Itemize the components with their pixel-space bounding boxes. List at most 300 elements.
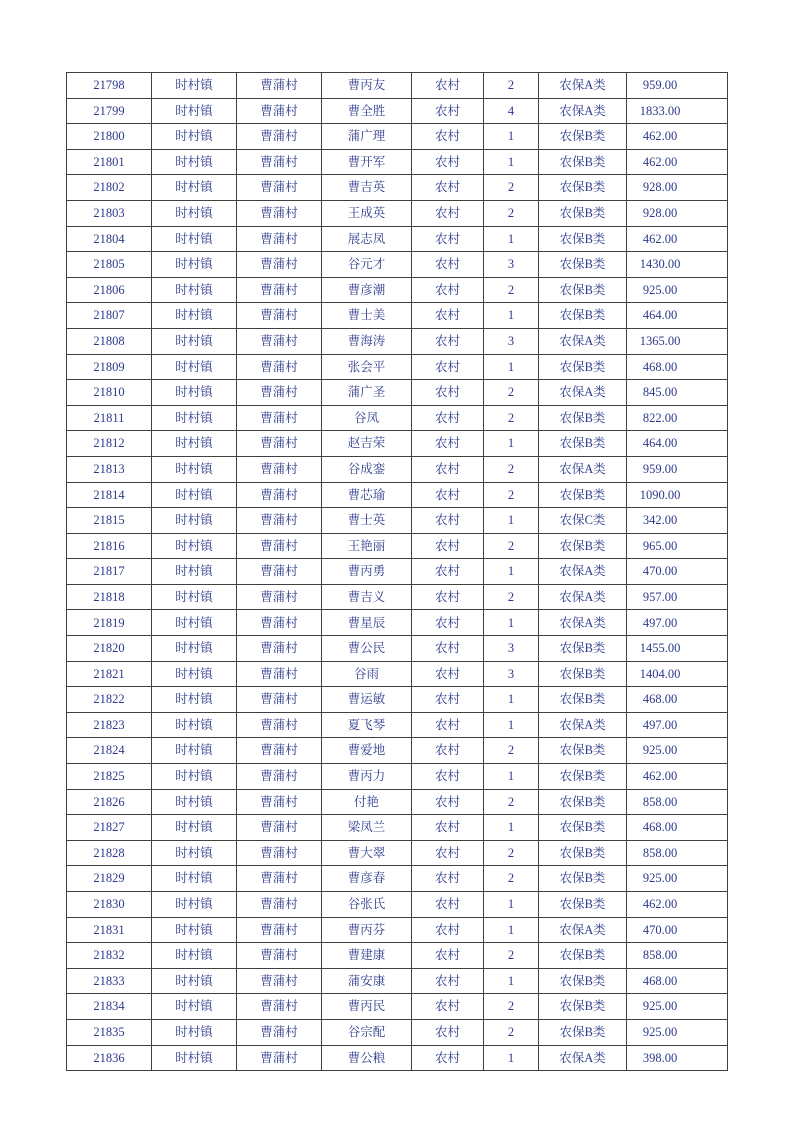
table-cell-person: 曹彦潮 bbox=[322, 277, 412, 303]
table-cell-residence: 农村 bbox=[412, 661, 484, 687]
table-cell-count: 1 bbox=[484, 968, 539, 994]
table-cell-town: 时村镇 bbox=[152, 328, 237, 354]
table-cell-amount: 822.00 bbox=[627, 405, 728, 431]
table-cell-category: 农保B类 bbox=[539, 431, 627, 457]
table-cell-person: 梁凤兰 bbox=[322, 815, 412, 841]
table-cell-person: 谷元才 bbox=[322, 252, 412, 278]
table-cell-id: 21807 bbox=[67, 303, 152, 329]
table-cell-residence: 农村 bbox=[412, 840, 484, 866]
table-cell-count: 3 bbox=[484, 328, 539, 354]
table-row bbox=[67, 175, 728, 201]
table-row bbox=[67, 559, 728, 585]
table-cell-residence: 农村 bbox=[412, 405, 484, 431]
table-cell-amount: 1833.00 bbox=[627, 98, 728, 124]
table-cell-person: 曹丙民 bbox=[322, 994, 412, 1020]
table-cell-village: 曹蒲村 bbox=[237, 636, 322, 662]
table-row bbox=[67, 277, 728, 303]
table-cell-category: 农保B类 bbox=[539, 764, 627, 790]
table-cell-village: 曹蒲村 bbox=[237, 200, 322, 226]
table-row bbox=[67, 661, 728, 687]
table-cell-count: 2 bbox=[484, 789, 539, 815]
table-cell-village: 曹蒲村 bbox=[237, 175, 322, 201]
table-cell-amount: 1430.00 bbox=[627, 252, 728, 278]
table-cell-id: 21815 bbox=[67, 508, 152, 534]
table-cell-amount: 468.00 bbox=[627, 815, 728, 841]
table-cell-village: 曹蒲村 bbox=[237, 866, 322, 892]
table-cell-count: 3 bbox=[484, 252, 539, 278]
table-cell-amount: 470.00 bbox=[627, 559, 728, 585]
table-cell-person: 曹丙勇 bbox=[322, 559, 412, 585]
table-cell-person: 谷凤 bbox=[322, 405, 412, 431]
table-cell-id: 21830 bbox=[67, 892, 152, 918]
table-cell-town: 时村镇 bbox=[152, 968, 237, 994]
table-cell-town: 时村镇 bbox=[152, 892, 237, 918]
table-cell-count: 1 bbox=[484, 917, 539, 943]
table-cell-town: 时村镇 bbox=[152, 917, 237, 943]
table-cell-person: 谷雨 bbox=[322, 661, 412, 687]
table-cell-person: 曹彦春 bbox=[322, 866, 412, 892]
table-row bbox=[67, 508, 728, 534]
table-cell-person: 曹公民 bbox=[322, 636, 412, 662]
table-cell-count: 1 bbox=[484, 815, 539, 841]
table-cell-count: 2 bbox=[484, 200, 539, 226]
table-cell-count: 2 bbox=[484, 405, 539, 431]
table-cell-residence: 农村 bbox=[412, 789, 484, 815]
table-cell-town: 时村镇 bbox=[152, 815, 237, 841]
table-cell-amount: 925.00 bbox=[627, 994, 728, 1020]
table-cell-village: 曹蒲村 bbox=[237, 533, 322, 559]
table-cell-category: 农保B类 bbox=[539, 661, 627, 687]
table-cell-village: 曹蒲村 bbox=[237, 431, 322, 457]
table-cell-residence: 农村 bbox=[412, 252, 484, 278]
table-cell-village: 曹蒲村 bbox=[237, 508, 322, 534]
table-cell-count: 2 bbox=[484, 1019, 539, 1045]
table-cell-id: 21818 bbox=[67, 584, 152, 610]
table-cell-residence: 农村 bbox=[412, 815, 484, 841]
table-cell-id: 21817 bbox=[67, 559, 152, 585]
table-cell-count: 1 bbox=[484, 892, 539, 918]
table-row bbox=[67, 712, 728, 738]
table-cell-town: 时村镇 bbox=[152, 277, 237, 303]
table-cell-town: 时村镇 bbox=[152, 405, 237, 431]
table-cell-village: 曹蒲村 bbox=[237, 380, 322, 406]
table-cell-residence: 农村 bbox=[412, 303, 484, 329]
table-cell-amount: 928.00 bbox=[627, 175, 728, 201]
table-cell-residence: 农村 bbox=[412, 328, 484, 354]
table-cell-id: 21827 bbox=[67, 815, 152, 841]
table-cell-id: 21834 bbox=[67, 994, 152, 1020]
table-cell-village: 曹蒲村 bbox=[237, 968, 322, 994]
table-cell-category: 农保B类 bbox=[539, 892, 627, 918]
table-cell-category: 农保B类 bbox=[539, 943, 627, 969]
table-cell-town: 时村镇 bbox=[152, 380, 237, 406]
table-cell-residence: 农村 bbox=[412, 917, 484, 943]
table-cell-count: 1 bbox=[484, 303, 539, 329]
table-cell-id: 21816 bbox=[67, 533, 152, 559]
table-cell-village: 曹蒲村 bbox=[237, 661, 322, 687]
table-cell-town: 时村镇 bbox=[152, 175, 237, 201]
table-cell-amount: 464.00 bbox=[627, 431, 728, 457]
table-cell-count: 2 bbox=[484, 738, 539, 764]
table-cell-amount: 965.00 bbox=[627, 533, 728, 559]
table-cell-amount: 959.00 bbox=[627, 456, 728, 482]
table-cell-residence: 农村 bbox=[412, 98, 484, 124]
table-cell-village: 曹蒲村 bbox=[237, 149, 322, 175]
table-cell-person: 曹开军 bbox=[322, 149, 412, 175]
table-cell-category: 农保A类 bbox=[539, 98, 627, 124]
table-cell-village: 曹蒲村 bbox=[237, 226, 322, 252]
table-cell-village: 曹蒲村 bbox=[237, 840, 322, 866]
table-cell-person: 曹丙友 bbox=[322, 73, 412, 99]
table-row bbox=[67, 98, 728, 124]
table-cell-id: 21812 bbox=[67, 431, 152, 457]
table-cell-person: 蒲广圣 bbox=[322, 380, 412, 406]
table-cell-category: 农保B类 bbox=[539, 636, 627, 662]
table-cell-amount: 468.00 bbox=[627, 354, 728, 380]
table-cell-town: 时村镇 bbox=[152, 943, 237, 969]
table-cell-village: 曹蒲村 bbox=[237, 584, 322, 610]
table-cell-amount: 858.00 bbox=[627, 789, 728, 815]
table-cell-town: 时村镇 bbox=[152, 866, 237, 892]
table-cell-person: 曹吉义 bbox=[322, 584, 412, 610]
table-cell-residence: 农村 bbox=[412, 175, 484, 201]
table-cell-count: 3 bbox=[484, 636, 539, 662]
table-row bbox=[67, 584, 728, 610]
table-row bbox=[67, 328, 728, 354]
table-cell-count: 2 bbox=[484, 840, 539, 866]
table-cell-person: 曹芯瑜 bbox=[322, 482, 412, 508]
table-cell-id: 21833 bbox=[67, 968, 152, 994]
table-cell-id: 21799 bbox=[67, 98, 152, 124]
table-cell-town: 时村镇 bbox=[152, 584, 237, 610]
table-cell-amount: 858.00 bbox=[627, 943, 728, 969]
table-cell-category: 农保B类 bbox=[539, 994, 627, 1020]
table-cell-residence: 农村 bbox=[412, 508, 484, 534]
table-cell-village: 曹蒲村 bbox=[237, 610, 322, 636]
table-cell-id: 21804 bbox=[67, 226, 152, 252]
table-cell-village: 曹蒲村 bbox=[237, 815, 322, 841]
table-cell-category: 农保B类 bbox=[539, 226, 627, 252]
table-row bbox=[67, 815, 728, 841]
table-cell-village: 曹蒲村 bbox=[237, 892, 322, 918]
table-cell-count: 1 bbox=[484, 124, 539, 150]
table-cell-village: 曹蒲村 bbox=[237, 789, 322, 815]
table-cell-residence: 农村 bbox=[412, 687, 484, 713]
table-cell-id: 21831 bbox=[67, 917, 152, 943]
table-cell-id: 21814 bbox=[67, 482, 152, 508]
table-cell-category: 农保B类 bbox=[539, 789, 627, 815]
table-cell-category: 农保B类 bbox=[539, 175, 627, 201]
table-cell-town: 时村镇 bbox=[152, 636, 237, 662]
table-cell-count: 2 bbox=[484, 584, 539, 610]
table-cell-count: 1 bbox=[484, 712, 539, 738]
table-cell-amount: 462.00 bbox=[627, 149, 728, 175]
table-cell-category: 农保A类 bbox=[539, 456, 627, 482]
table-cell-id: 21826 bbox=[67, 789, 152, 815]
table-cell-town: 时村镇 bbox=[152, 533, 237, 559]
table-cell-village: 曹蒲村 bbox=[237, 1045, 322, 1071]
table-cell-town: 时村镇 bbox=[152, 303, 237, 329]
table-cell-count: 2 bbox=[484, 73, 539, 99]
table-cell-person: 曹海涛 bbox=[322, 328, 412, 354]
table-row bbox=[67, 200, 728, 226]
table-cell-id: 21836 bbox=[67, 1045, 152, 1071]
table-cell-residence: 农村 bbox=[412, 354, 484, 380]
table-cell-residence: 农村 bbox=[412, 712, 484, 738]
table-cell-town: 时村镇 bbox=[152, 1045, 237, 1071]
table-row bbox=[67, 124, 728, 150]
table-row bbox=[67, 866, 728, 892]
table-cell-category: 农保B类 bbox=[539, 200, 627, 226]
table-cell-count: 1 bbox=[484, 354, 539, 380]
table-cell-category: 农保B类 bbox=[539, 1019, 627, 1045]
table-cell-village: 曹蒲村 bbox=[237, 1019, 322, 1045]
table-cell-village: 曹蒲村 bbox=[237, 303, 322, 329]
table-row bbox=[67, 1045, 728, 1071]
table-cell-town: 时村镇 bbox=[152, 98, 237, 124]
table-cell-person: 曹星辰 bbox=[322, 610, 412, 636]
table-cell-category: 农保A类 bbox=[539, 1045, 627, 1071]
table-cell-id: 21802 bbox=[67, 175, 152, 201]
table-cell-amount: 462.00 bbox=[627, 764, 728, 790]
table-cell-amount: 957.00 bbox=[627, 584, 728, 610]
table-cell-count: 1 bbox=[484, 226, 539, 252]
table-cell-category: 农保B类 bbox=[539, 687, 627, 713]
table-row bbox=[67, 149, 728, 175]
table-cell-category: 农保B类 bbox=[539, 149, 627, 175]
table-cell-count: 2 bbox=[484, 482, 539, 508]
table-cell-town: 时村镇 bbox=[152, 764, 237, 790]
table-cell-count: 1 bbox=[484, 687, 539, 713]
table-row bbox=[67, 789, 728, 815]
table-cell-village: 曹蒲村 bbox=[237, 277, 322, 303]
table-cell-id: 21832 bbox=[67, 943, 152, 969]
table-row bbox=[67, 610, 728, 636]
table-cell-count: 1 bbox=[484, 610, 539, 636]
table-cell-id: 21798 bbox=[67, 73, 152, 99]
table-cell-residence: 农村 bbox=[412, 533, 484, 559]
table-cell-amount: 1365.00 bbox=[627, 328, 728, 354]
table-cell-town: 时村镇 bbox=[152, 200, 237, 226]
table-cell-person: 曹全胜 bbox=[322, 98, 412, 124]
table-cell-residence: 农村 bbox=[412, 764, 484, 790]
table-cell-town: 时村镇 bbox=[152, 431, 237, 457]
table-cell-town: 时村镇 bbox=[152, 789, 237, 815]
table-cell-category: 农保B类 bbox=[539, 277, 627, 303]
table-cell-category: 农保A类 bbox=[539, 712, 627, 738]
table-cell-count: 2 bbox=[484, 277, 539, 303]
table-cell-count: 2 bbox=[484, 456, 539, 482]
table-cell-category: 农保B类 bbox=[539, 124, 627, 150]
table-cell-town: 时村镇 bbox=[152, 712, 237, 738]
table-cell-village: 曹蒲村 bbox=[237, 252, 322, 278]
table-cell-residence: 农村 bbox=[412, 1019, 484, 1045]
table-cell-amount: 497.00 bbox=[627, 610, 728, 636]
table-cell-category: 农保B类 bbox=[539, 968, 627, 994]
table-cell-count: 1 bbox=[484, 431, 539, 457]
table-cell-amount: 342.00 bbox=[627, 508, 728, 534]
table-row bbox=[67, 687, 728, 713]
table-cell-residence: 农村 bbox=[412, 456, 484, 482]
table-cell-village: 曹蒲村 bbox=[237, 764, 322, 790]
table-cell-person: 谷宗配 bbox=[322, 1019, 412, 1045]
table-cell-residence: 农村 bbox=[412, 636, 484, 662]
table-cell-id: 21813 bbox=[67, 456, 152, 482]
table-cell-person: 曹吉英 bbox=[322, 175, 412, 201]
table-cell-id: 21809 bbox=[67, 354, 152, 380]
table-cell-amount: 462.00 bbox=[627, 226, 728, 252]
table-row bbox=[67, 380, 728, 406]
table-cell-count: 2 bbox=[484, 943, 539, 969]
table-cell-category: 农保B类 bbox=[539, 840, 627, 866]
table-cell-residence: 农村 bbox=[412, 277, 484, 303]
table-row bbox=[67, 764, 728, 790]
table-cell-category: 农保B类 bbox=[539, 815, 627, 841]
table-cell-town: 时村镇 bbox=[152, 73, 237, 99]
table-row bbox=[67, 636, 728, 662]
table-row bbox=[67, 892, 728, 918]
table-cell-town: 时村镇 bbox=[152, 687, 237, 713]
table-cell-count: 2 bbox=[484, 380, 539, 406]
table-cell-residence: 农村 bbox=[412, 892, 484, 918]
table-cell-category: 农保B类 bbox=[539, 482, 627, 508]
table-cell-town: 时村镇 bbox=[152, 1019, 237, 1045]
table-row bbox=[67, 482, 728, 508]
table-cell-residence: 农村 bbox=[412, 994, 484, 1020]
table-cell-residence: 农村 bbox=[412, 559, 484, 585]
table-cell-person: 王成英 bbox=[322, 200, 412, 226]
table-cell-residence: 农村 bbox=[412, 149, 484, 175]
table-cell-count: 1 bbox=[484, 559, 539, 585]
table-cell-person: 曹士美 bbox=[322, 303, 412, 329]
table-cell-count: 4 bbox=[484, 98, 539, 124]
table-cell-town: 时村镇 bbox=[152, 226, 237, 252]
table-cell-amount: 925.00 bbox=[627, 738, 728, 764]
table-cell-amount: 925.00 bbox=[627, 866, 728, 892]
table-cell-amount: 462.00 bbox=[627, 124, 728, 150]
table-cell-id: 21829 bbox=[67, 866, 152, 892]
table-cell-village: 曹蒲村 bbox=[237, 943, 322, 969]
table-cell-id: 21811 bbox=[67, 405, 152, 431]
table-cell-village: 曹蒲村 bbox=[237, 124, 322, 150]
table-cell-id: 21821 bbox=[67, 661, 152, 687]
table-cell-category: 农保A类 bbox=[539, 584, 627, 610]
table-row bbox=[67, 456, 728, 482]
table-cell-town: 时村镇 bbox=[152, 508, 237, 534]
table-cell-amount: 468.00 bbox=[627, 968, 728, 994]
table-cell-residence: 农村 bbox=[412, 482, 484, 508]
table-cell-residence: 农村 bbox=[412, 124, 484, 150]
data-table bbox=[66, 72, 728, 1071]
table-cell-village: 曹蒲村 bbox=[237, 73, 322, 99]
table-cell-person: 曹运敏 bbox=[322, 687, 412, 713]
table-cell-residence: 农村 bbox=[412, 226, 484, 252]
table-cell-id: 21806 bbox=[67, 277, 152, 303]
table-cell-amount: 1404.00 bbox=[627, 661, 728, 687]
table-cell-count: 2 bbox=[484, 175, 539, 201]
table-cell-amount: 1455.00 bbox=[627, 636, 728, 662]
table-row bbox=[67, 226, 728, 252]
table-cell-count: 2 bbox=[484, 533, 539, 559]
table-cell-village: 曹蒲村 bbox=[237, 559, 322, 585]
table-cell-category: 农保B类 bbox=[539, 738, 627, 764]
table-cell-category: 农保B类 bbox=[539, 405, 627, 431]
table-cell-residence: 农村 bbox=[412, 943, 484, 969]
table-cell-id: 21819 bbox=[67, 610, 152, 636]
table-cell-person: 蒲广理 bbox=[322, 124, 412, 150]
table-cell-id: 21824 bbox=[67, 738, 152, 764]
table-cell-residence: 农村 bbox=[412, 200, 484, 226]
table-cell-amount: 398.00 bbox=[627, 1045, 728, 1071]
table-row bbox=[67, 738, 728, 764]
table-cell-person: 张会平 bbox=[322, 354, 412, 380]
table-cell-count: 1 bbox=[484, 1045, 539, 1071]
table-cell-id: 21823 bbox=[67, 712, 152, 738]
table-cell-id: 21825 bbox=[67, 764, 152, 790]
table-cell-category: 农保A类 bbox=[539, 917, 627, 943]
table-cell-residence: 农村 bbox=[412, 610, 484, 636]
table-cell-id: 21800 bbox=[67, 124, 152, 150]
table-cell-residence: 农村 bbox=[412, 738, 484, 764]
table-cell-id: 21810 bbox=[67, 380, 152, 406]
table-cell-amount: 1090.00 bbox=[627, 482, 728, 508]
table-cell-amount: 925.00 bbox=[627, 277, 728, 303]
table-cell-village: 曹蒲村 bbox=[237, 994, 322, 1020]
table-cell-village: 曹蒲村 bbox=[237, 98, 322, 124]
table-cell-id: 21803 bbox=[67, 200, 152, 226]
table-cell-person: 曹丙力 bbox=[322, 764, 412, 790]
table-cell-id: 21828 bbox=[67, 840, 152, 866]
table-row bbox=[67, 303, 728, 329]
table-cell-category: 农保B类 bbox=[539, 533, 627, 559]
table-cell-person: 曹丙芬 bbox=[322, 917, 412, 943]
table-row bbox=[67, 917, 728, 943]
table-cell-amount: 497.00 bbox=[627, 712, 728, 738]
table-cell-person: 曹爱地 bbox=[322, 738, 412, 764]
table-cell-village: 曹蒲村 bbox=[237, 712, 322, 738]
table-cell-person: 夏飞琴 bbox=[322, 712, 412, 738]
table-cell-person: 赵吉荣 bbox=[322, 431, 412, 457]
table-cell-id: 21820 bbox=[67, 636, 152, 662]
table-cell-person: 曹建康 bbox=[322, 943, 412, 969]
table-cell-town: 时村镇 bbox=[152, 456, 237, 482]
table-row bbox=[67, 943, 728, 969]
table-cell-count: 1 bbox=[484, 149, 539, 175]
table-row bbox=[67, 533, 728, 559]
table-cell-residence: 农村 bbox=[412, 73, 484, 99]
table-cell-town: 时村镇 bbox=[152, 610, 237, 636]
table-row bbox=[67, 431, 728, 457]
table-cell-category: 农保B类 bbox=[539, 303, 627, 329]
table-cell-residence: 农村 bbox=[412, 584, 484, 610]
table-cell-village: 曹蒲村 bbox=[237, 917, 322, 943]
table-row bbox=[67, 252, 728, 278]
table-cell-residence: 农村 bbox=[412, 968, 484, 994]
table-cell-id: 21822 bbox=[67, 687, 152, 713]
table-cell-village: 曹蒲村 bbox=[237, 482, 322, 508]
table-cell-category: 农保A类 bbox=[539, 559, 627, 585]
table-cell-town: 时村镇 bbox=[152, 252, 237, 278]
table-cell-amount: 959.00 bbox=[627, 73, 728, 99]
table-row bbox=[67, 968, 728, 994]
table-cell-town: 时村镇 bbox=[152, 738, 237, 764]
table-cell-count: 1 bbox=[484, 508, 539, 534]
table-cell-town: 时村镇 bbox=[152, 559, 237, 585]
table-cell-category: 农保A类 bbox=[539, 380, 627, 406]
table-cell-amount: 470.00 bbox=[627, 917, 728, 943]
table-cell-id: 21808 bbox=[67, 328, 152, 354]
table-cell-person: 曹大翠 bbox=[322, 840, 412, 866]
